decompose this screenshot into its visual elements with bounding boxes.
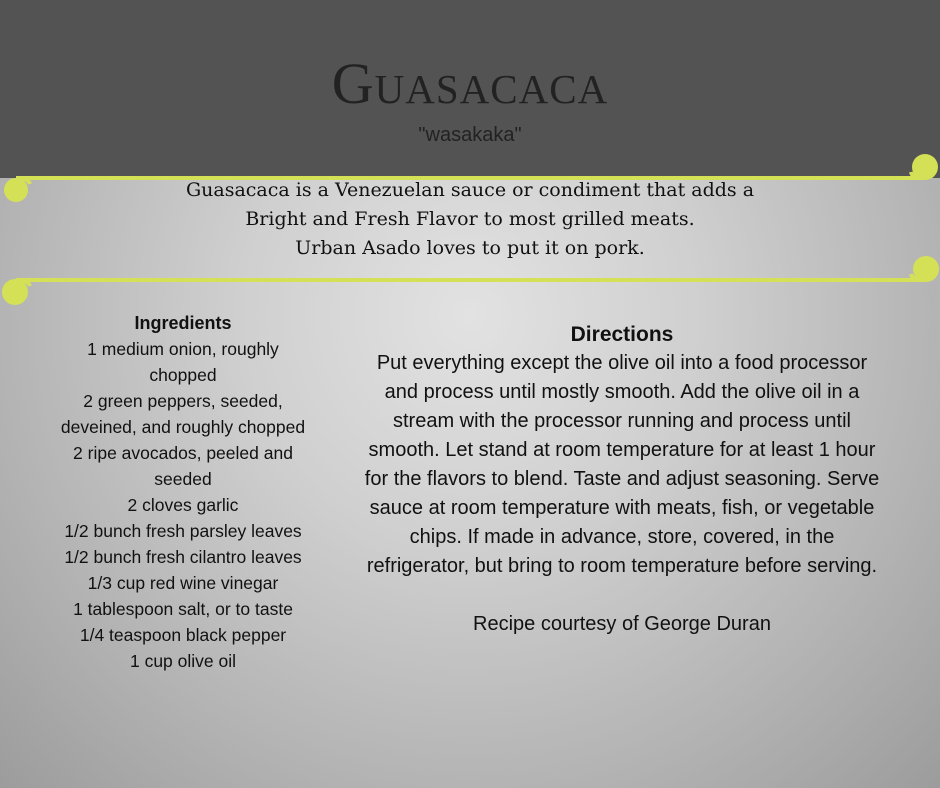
intro-line: Guasacaca is a Venezuelan sauce or condiment that adds a: [185, 179, 755, 201]
ingredients-list: [60, 336, 306, 674]
ingredient-item: 2 cloves garlic: [127, 495, 239, 515]
ribbon-divider-bottom: [0, 255, 940, 295]
ingredient-item: 1/2 bunch fresh cilantro leaves: [64, 547, 302, 567]
ingredients-heading: Ingredients: [134, 313, 232, 333]
directions-heading: Directions: [570, 323, 674, 346]
ingredient-item: 1 tablespoon salt, or to taste: [73, 599, 293, 619]
ingredient-item: 1/2 bunch fresh parsley leaves: [64, 521, 302, 541]
ingredient-item: 1 cup olive oil: [129, 651, 237, 671]
recipe-title: Guasacaca: [331, 51, 609, 116]
intro-line: Urban Asado loves to put it on pork.: [295, 237, 645, 259]
directions-section: [362, 320, 882, 639]
intro-text: [120, 176, 820, 263]
ingredient-item: 1/3 cup red wine vinegar: [87, 573, 279, 593]
pronunciation-subtitle: "wasakaka": [418, 124, 522, 146]
ingredient-item: 2 green peppers, seeded, deveined, and roughly chopped: [60, 391, 306, 437]
ingredient-item: 1 medium onion, roughly chopped: [87, 339, 279, 385]
ingredients-section: [60, 310, 306, 674]
recipe-credit: Recipe courtesy of George Duran: [473, 613, 771, 635]
directions-body: Put everything except the olive oil into a food processor and process until mostly smooth. Add the olive oil in a stream with the processor running and process until smooth. Let stand at room temperature for at least 1 hour for the flavors to blend. Taste and adjust seasoning. Serve sauce at room temperature with meats, fish, or vegetable chips. If made in advance, store, covered, in the refrigerator, but bring to room temperature before serving.: [364, 352, 880, 577]
intro-line: Bright and Fresh Flavor to most grilled meats.: [245, 208, 695, 230]
ingredient-item: 2 ripe avocados, peeled and seeded: [73, 443, 293, 489]
ingredient-item: 1/4 teaspoon black pepper: [79, 625, 287, 645]
